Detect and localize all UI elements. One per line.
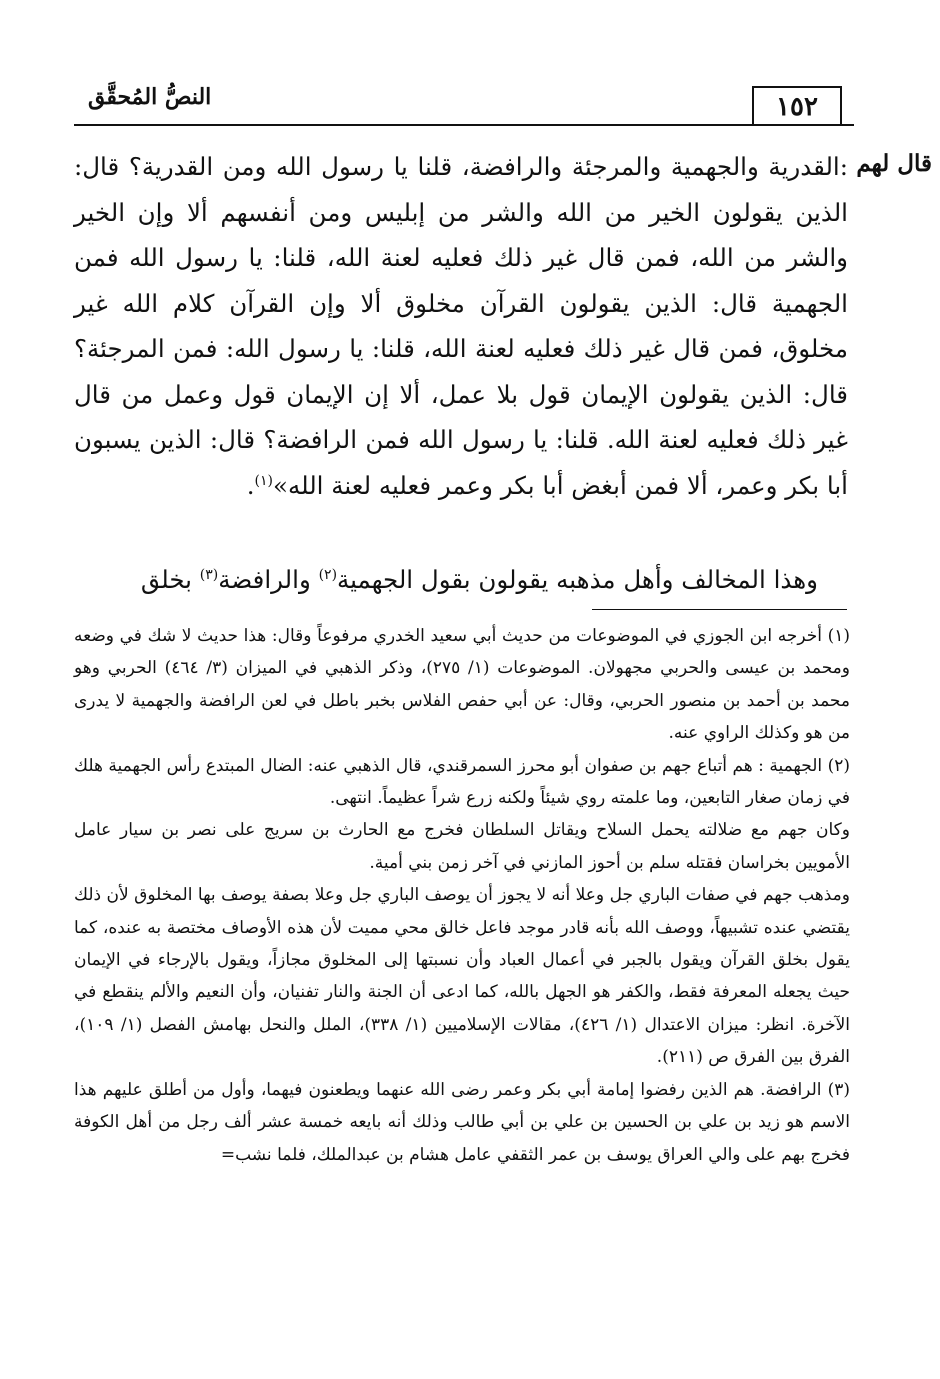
hadith-text: :القدرية والجهمية والمرجئة والرافضة، قلنا يا رسول الله ومن القدرية؟ قال: الذين يقولون الخير من الله والشر من إبليس ومن أنفسهم ألا وإن الخير والشر من الله، فمن قال غير ذلك فعليه لعنة الله، قلنا: يا رسول الله فمن الجهمية قال: الذين يقولون القرآن مخلوق ألا وإن القرآن كلام الله غير مخلوق، فمن قال غير ذلك فعليه لعنة الله، قلنا: يا رسول الله: فمن المرجئة؟ قال: الذين يقولون الإيمان قول بلا عمل، ألا إن الإيمان قول وعمل من قال غير ذلك فعليه لعنة الله. قلنا: يا رسول الله فمن الرافضة؟ قال: الذين يسبون أبا بكر وعمر، ألا فمن أبغض أبا بكر وعمر فعليه لعنة الله» (74, 152, 848, 500)
footnote-2-part-1: (٢) الجهمية : هم أتباع جهم بن صفوان أبو محرز السمرقندي، قال الذهبي عنه: الضال المبتدع رأس الجهمية هلك في زمان صغار التابعين، وما علمته روي شيئاً ولكنه زرع شراً عظيماً. انتهى. (74, 755, 850, 809)
footnote-ref-2: (٢) (318, 566, 338, 583)
margin-note: قال لهم (856, 150, 932, 177)
continuation-text-c: بخلق (140, 565, 200, 594)
paragraph-end: . (246, 470, 255, 500)
continuation-text-a: وهذا المخالف وأهل مذهبه يقولون بقول الجهمية (337, 565, 818, 594)
header-divider (74, 124, 854, 126)
footnote-divider (592, 609, 847, 610)
footnotes (74, 620, 850, 1171)
footnote-3: (٣) الرافضة. هم الذين رفضوا إمامة أبي بكر وعمر رضى الله عنهما ويطعنون فيهما، وأول من أطلق عليهم هذا الاسم هو زيد بن علي بن الحسين بن علي بن أبي طالب وذلك أنه بايعه خمسة عشر ألف رجل من أهل الكوفة فخرج بهم على والي العراق يوسف بن عمر الثقفي عامل هشام بن عبدالملك، فلما نشب= (74, 1079, 850, 1165)
footnote-ref-1: (١) (254, 472, 273, 489)
footnote-2-part-2: وكان جهم مع ضلالته يحمل السلاح ويقاتل السلطان فخرج مع الحارث بن سريج على نصر بن سيار عامل الأمويين بخراسان فقتله سلم بن أحوز المازني في آخر زمن بني أمية. (74, 820, 850, 873)
continuation-line (74, 560, 818, 600)
main-text (74, 144, 848, 508)
running-title: النصُّ المُحقَّق (88, 84, 212, 110)
continuation-text-b: والرافضة (218, 565, 319, 594)
page-number: ١٥٢ (752, 86, 842, 126)
footnote-1: (١) أخرجه ابن الجوزي في الموضوعات من حديث أبي سعيد الخدري مرفوعاً وقال: هذا حديث لا شك في وضعه ومحمد بن عيسى والحربي مجهولان. الموضوعات (١/ ٢٧٥)، وذكر الذهبي في الميزان (٣/ ٤٦٤) الحربي وهو محمد بن أحمد بن منصور الحربي، وقال: عن أبي حفص الفلاس بخبر باطل في لعن الرافضة والجهمية لا يدرى من هو وكذلك الراوي عنه. (74, 626, 851, 744)
footnote-ref-3: (٣) (199, 566, 219, 583)
hadith-paragraph (74, 144, 848, 508)
footnote-2-part-3: ومذهب جهم في صفات الباري جل وعلا أنه لا يجوز أن يوصف الباري جل وعلا بصفة يوصف بها المخلوق لأن ذلك يقتضي عنده تشبيهاً، ووصف الله بأنه قادر موجد فاعل خالق محي مميت لأن هذه الأوصاف مختصة به عنده، كما يقول بخلق القرآن ويقول بالجبر في أعمال العباد وأن نسبتها إلى المخلوق مجازاً، ويقول بالإرجاء في الإيمان حيث يجعله المعرفة فقط، والكفر هو الجهل بالله، كما ادعى أن الجنة والنار تفنيان، وأن النعيم والألم ينقطع في الآخرة. انظر: ميزان الاعتدال (١/ ٤٢٦)، مقالات الإسلاميين (١/ ٣٣٨)، الملل والنحل بهامش الفصل (١/ ١٠٩)، الفرق بين الفرق ص (٢١١). (74, 885, 851, 1068)
